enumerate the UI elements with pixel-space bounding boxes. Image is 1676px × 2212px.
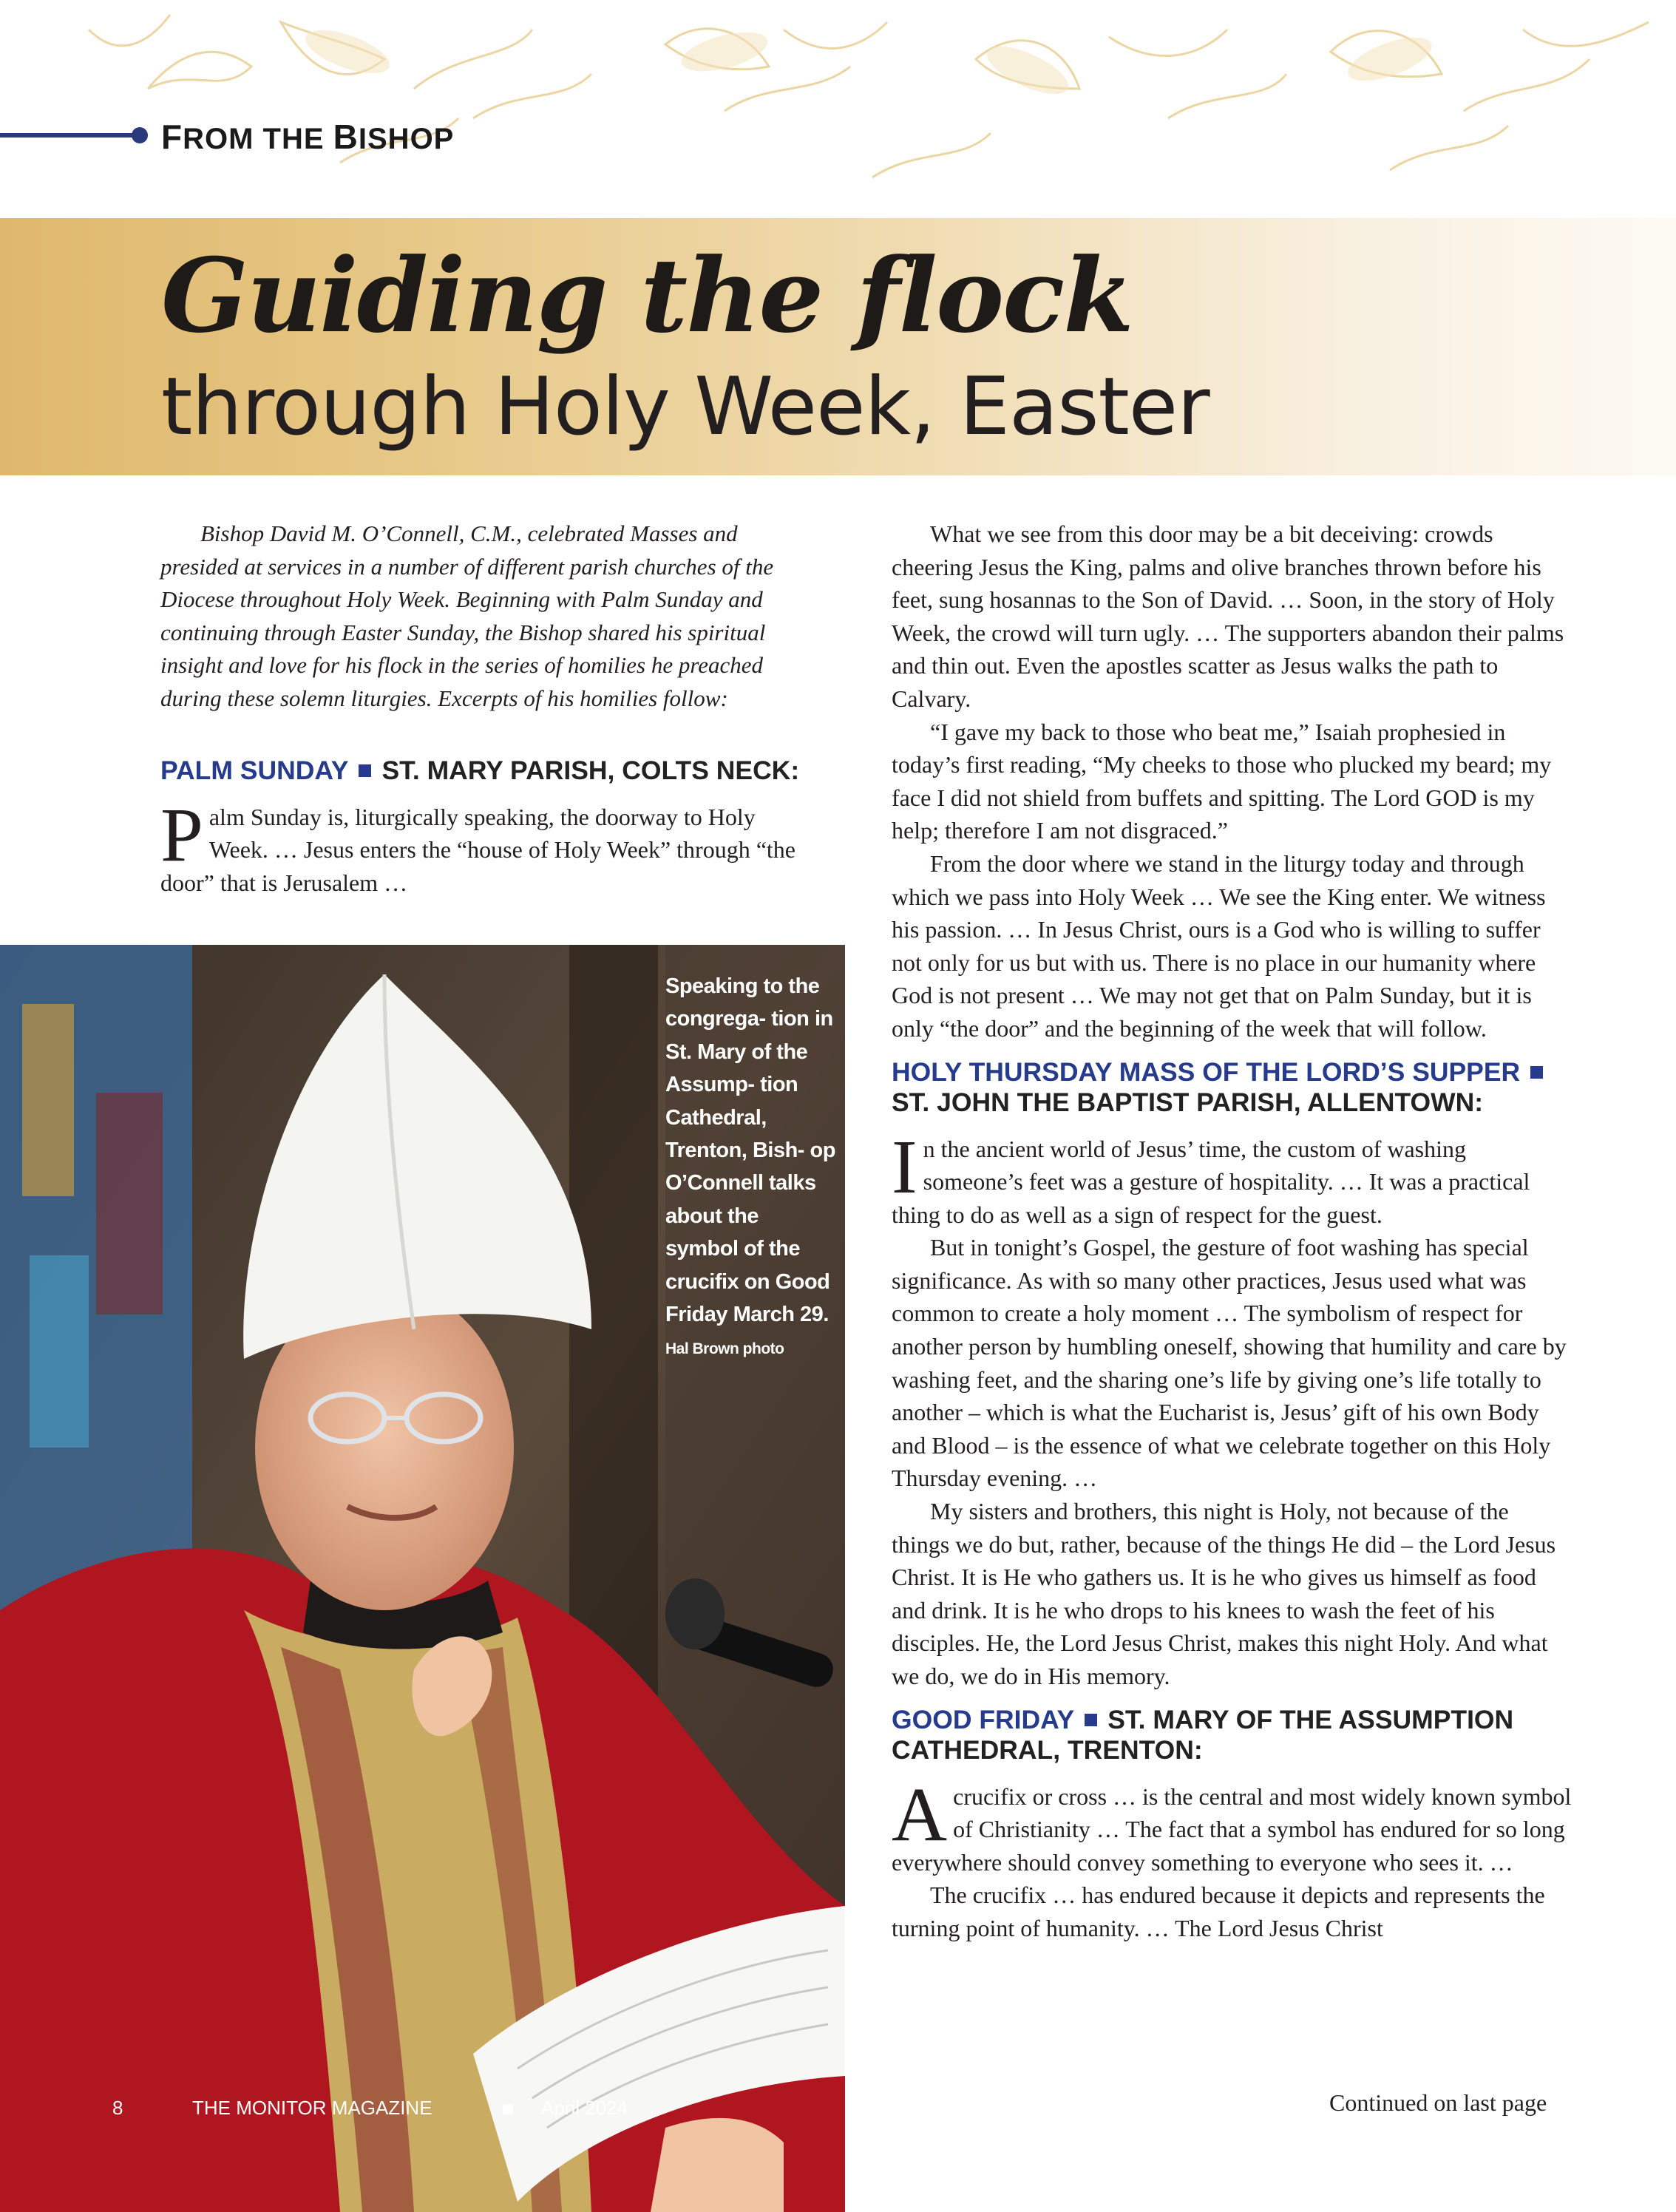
publication-name: THE MONITOR MAGAZINE: [192, 2097, 432, 2119]
holy-thursday-para-1: In the ancient world of Jesus’ time, the custom of washing someone’s feet was a gesture of hospitality. … It was a practical thing to do as well as a sign of respect for the guest.: [892, 1124, 1530, 1228]
section-rule-dot: [132, 127, 148, 143]
good-friday-para-2: The crucifix … has endured because it depicts and represents the turning point of humanity. … The Lord Jesus Christ: [892, 1882, 1545, 1941]
continued-note: Continued on last page: [1329, 2089, 1547, 2116]
photo-credit: Hal Brown photo: [665, 1340, 784, 1358]
section-rule: [0, 133, 137, 138]
heading-good-friday: GOOD FRIDAY ST. MARY OF THE ASSUMPTION CATHEDRAL, TRENTON:: [892, 1704, 1514, 1765]
heading-square-icon: [1085, 1714, 1097, 1726]
drop-cap: P: [160, 792, 203, 878]
left-column: [160, 518, 811, 899]
heading-square-icon: [359, 764, 371, 777]
photo-caption: Speaking to the congrega- tion in St. Mary of the Assump- tion Cathedral, Trenton, Bish- op O’Connell talks about the symbol of the crucifix on Good Friday March 29. Hal Brown photo: [665, 974, 835, 1358]
issue-date: April 2024: [541, 2097, 628, 2119]
palm-sunday-para-4: From the door where we stand in the liturgy today and through which we pass into Holy Week … We see the King enter. We witness his passion. … In Jesus Christ, ours is a God who is willing to suffer not only for us but with us. There is no place in our humanity where God is not present … We may not get that on Palm Sunday, but it is only “the door” and the beginning of the week that will follow.: [892, 849, 1546, 1042]
palm-sunday-para-3: “I gave my back to those who beat me,” Isaiah prophesied in today’s first reading, “My cheeks to those who plucked my beard; my face I did not shield from buffets and spitting. The Lord GOD is my help; therefore I am not disgraced.”: [892, 718, 1552, 844]
holy-thursday-para-3: My sisters and brothers, this night is Holy, not because of the things we do but, rather, because of the things He did – the Lord Jesus Christ. It is He who gathers us. It is he who gives us himself as food and drink. It is he who drops to his knees to wash the feet of his disciples. He, the Lord Jesus Christ, makes this night Holy. And what we do, we do in His memory.: [892, 1498, 1556, 1689]
drop-cap: A: [892, 1771, 948, 1857]
footer-square-icon: [503, 2104, 513, 2114]
section-label: FROM THE BISHOP: [161, 118, 455, 156]
holy-thursday-para-2: But in tonight’s Gospel, the gesture of foot washing has special significance. As with so many other practices, Jesus used what was common to create a holy moment … The symbolism of respect for another person by humbling oneself, showing that humility and care by washing feet, and the sharing one’s life by giving one’s life totally to another – which is what the Eucharist is, Jesus’ gift of his own Body and Blood – is the essence of what we celebrate together on this Holy Thursday evening. …: [892, 1234, 1567, 1492]
drop-cap: I: [892, 1124, 917, 1210]
good-friday-para-1: Acrucifix or cross … is the central and most widely known symbol of Christianity … The fact that a symbol has endured for so long everywhere should convey something to everyone who sees it. …: [892, 1771, 1572, 1876]
headline: Guiding the flock: [161, 235, 1133, 356]
intro-paragraph: Bishop David M. O’Connell, C.M., celebrated Masses and presided at services in a number of different parish churches of the Diocese throughout Holy Week. Beginning with Palm Sunday and continuing through Easter Sunday, the Bishop shared his spiritual insight and love for his flock in the series of homilies he preached during these solemn liturgies. Excerpts of his homilies follow:: [160, 520, 774, 711]
page-number: 8: [112, 2097, 123, 2119]
palm-sunday-para-1: Palm Sunday is, liturgically speaking, the doorway to Holy Week. … Jesus enters the “house of Holy Week” through “the door” that is Jerusalem …: [160, 792, 795, 896]
heading-palm-sunday: PALM SUNDAY ST. MARY PARISH, COLTS NECK:: [160, 755, 800, 785]
subheadline: through Holy Week, Easter: [161, 361, 1209, 453]
palm-sunday-para-2: What we see from this door may be a bit deceiving: crowds cheering Jesus the King, palms and olive branches thrown before his feet, sung hosannas to the Son of David. … Soon, in the story of Holy Week, the crowd will turn ugly. … The supporters abandon their palms and thin out. Even the apostles scatter as Jesus walks the path to Calvary.: [892, 520, 1564, 712]
heading-holy-thursday: HOLY THURSDAY MASS OF THE LORD’S SUPPER ST. JOHN THE BAPTIST PARISH, ALLENTOWN:: [892, 1057, 1572, 1118]
right-column: [892, 518, 1572, 1945]
heading-square-icon: [1530, 1066, 1543, 1079]
lily-decoration: [0, 0, 1676, 222]
